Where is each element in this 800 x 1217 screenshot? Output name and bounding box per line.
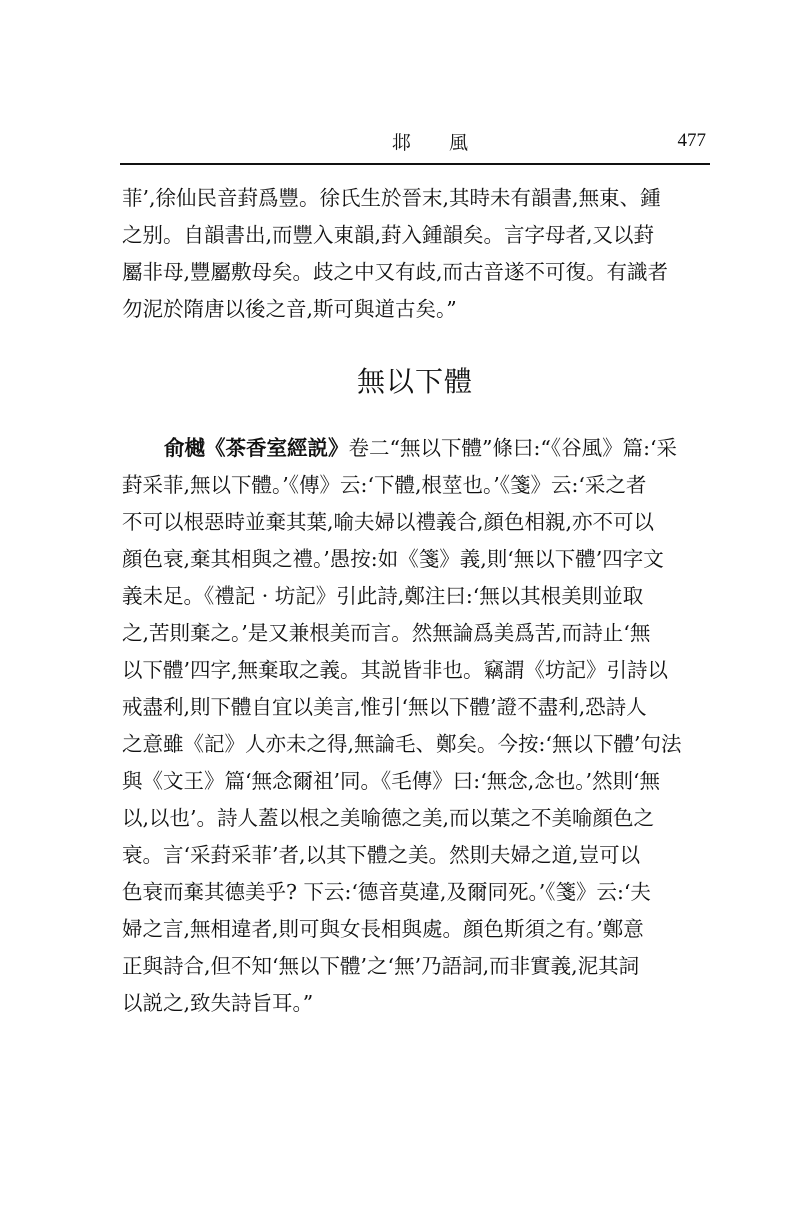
text-line: 勿泥於隋唐以後之音,斯可與道古矣。”: [122, 297, 457, 321]
cited-source: 俞樾《茶香室經説》: [164, 436, 349, 460]
text-line: 不可以根惡時並棄其葉,喻夫婦以禮義合,顔色相親,亦不可以: [122, 510, 655, 534]
text-line-first: [122, 430, 708, 467]
text-line: 之别。自韻書出,而豐入東韻,葑入鍾韻矣。言字母者,又以葑: [122, 223, 655, 247]
text-line: 義未足。《禮記 · 坊記》引此詩,鄭注曰:‘無以其根美則並取: [122, 584, 644, 608]
text-line: 屬非母,豐屬敷母矣。歧之中又有歧,而古音遂不可復。有識者: [122, 260, 669, 284]
text-line: 菲’,徐仙民音葑爲豐。徐氏生於晉末,其時未有韻書,無東、鍾: [122, 186, 661, 210]
running-title: 邶 風: [392, 132, 485, 154]
text-line: 婦之言,無相違者,則可與女長相與處。顔色斯須之有。’鄭意: [122, 917, 644, 941]
text-line: 以,以也’。詩人蓋以根之美喻德之美,而以葉之不美喻顔色之: [122, 806, 655, 830]
text-line: 之意雖《記》人亦未之得,無論毛、鄭矣。今按:‘無以下體’句法: [122, 732, 682, 756]
body-paragraph: [122, 430, 708, 1022]
section-heading: 無以下體: [356, 365, 473, 398]
text-line: 葑采菲,無以下體。’《傳》云:‘下體,根莖也。’《箋》云:‘采之者: [122, 473, 647, 497]
continued-paragraph: [122, 180, 708, 328]
text-line: 正與詩合,但不知‘無以下體’之‘無’乃語詞,而非實義,泥其詞: [122, 954, 640, 978]
first-line-text: 卷二“無以下體”條曰:“《谷風》篇:‘采: [348, 436, 678, 460]
header-rule: [120, 163, 710, 165]
page-number: 477: [677, 130, 706, 151]
text-line: 以下體’四字,無棄取之義。其説皆非也。竊謂《坊記》引詩以: [122, 658, 669, 682]
text-line: 戒盡利,則下體自宜以美言,惟引‘無以下體’證不盡利,恐詩人: [122, 695, 647, 719]
text-line: 以説之,致失詩旨耳。”: [122, 991, 314, 1015]
text-line: 色衰而棄其德美乎? 下云:‘德音莫違,及爾同死。’《箋》云:‘夫: [122, 880, 651, 904]
text-line: 之,苦則棄之。’是又兼根美而言。然無論爲美爲苦,而詩止‘無: [122, 621, 651, 645]
running-header: [120, 128, 710, 158]
text-line: 顔色衰,棄其相與之禮。’愚按:如《箋》義,則‘無以下體’四字文: [122, 547, 664, 571]
text-line: 與《文王》篇‘無念爾祖’同。《毛傳》曰:‘無念,念也。’然則‘無: [122, 769, 661, 793]
text-line: 衰。言‘采葑采菲’者,以其下體之美。然則夫婦之道,豈可以: [122, 843, 641, 867]
